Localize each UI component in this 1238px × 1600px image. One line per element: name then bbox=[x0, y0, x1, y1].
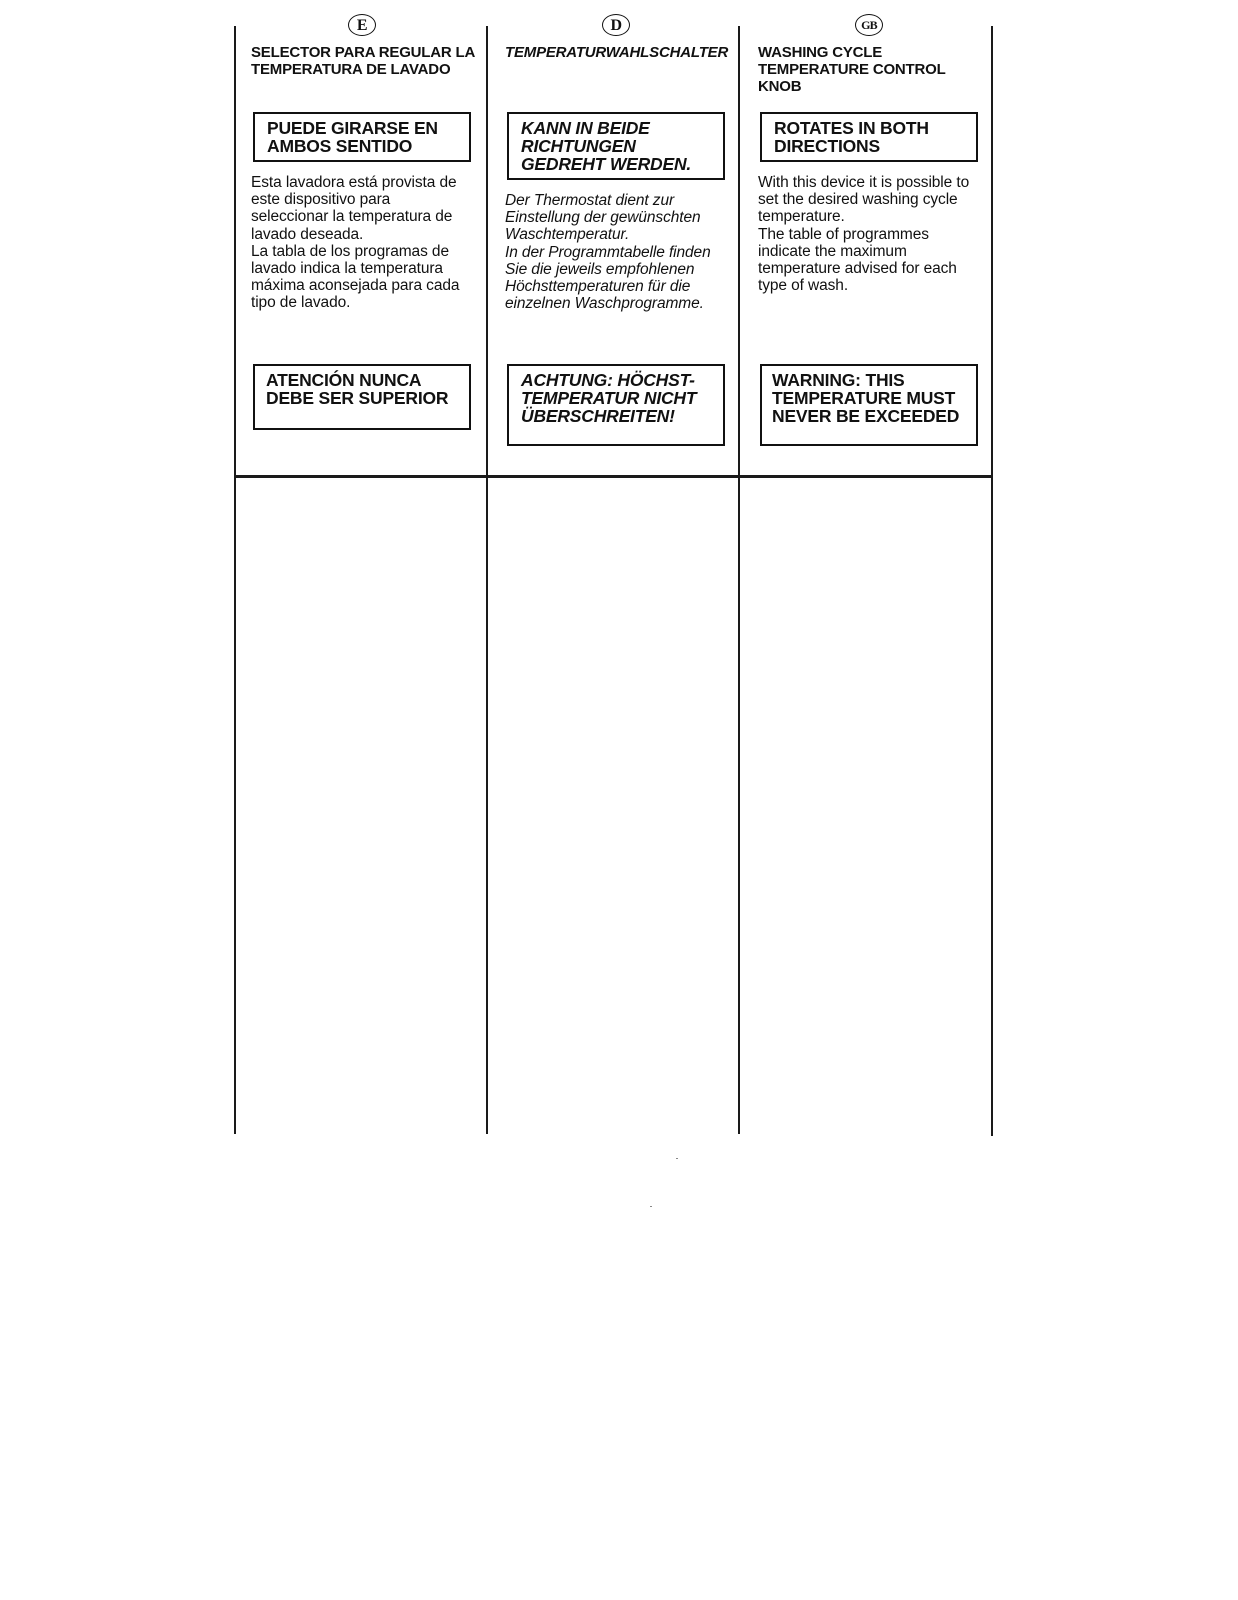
language-badge-e: E bbox=[348, 14, 376, 36]
column-rule-center-left bbox=[486, 26, 488, 1134]
info-box-rotation-en: ROTATES IN BOTH DIRECTIONS bbox=[760, 112, 978, 162]
info-box-rotation-de: KANN IN BEIDE RICHTUNGEN GEDREHT WERDEN. bbox=[507, 112, 725, 180]
warning-box-de: ACHTUNG: HÖCHST-TEMPERATUR NICHT ÜBERSCHREITEN! bbox=[507, 364, 725, 446]
body-text-en: With this device it is possible to set the desired washing cycle temperature. The table of programmes indicate the maximum temperature advised for each type of wash. bbox=[758, 174, 970, 295]
section-title-es: SELECTOR PARA REGULAR LA TEMPERATURA DE LAVADO bbox=[251, 44, 475, 78]
info-box-rotation-es: PUEDE GIRARSE EN AMBOS SENTIDO bbox=[253, 112, 471, 162]
column-rule-right bbox=[991, 26, 993, 1136]
scan-speck bbox=[676, 1158, 678, 1159]
column-english bbox=[758, 14, 980, 426]
language-badge-gb: GB bbox=[855, 14, 883, 36]
section-divider bbox=[235, 475, 993, 478]
scan-speck bbox=[650, 1206, 652, 1207]
column-german bbox=[505, 14, 729, 426]
section-title-en: WASHING CYCLE TEMPERATURE CONTROL KNOB bbox=[758, 44, 946, 95]
warning-box-es: ATENCIÓN NUNCA DEBE SER SUPERIOR bbox=[253, 364, 471, 430]
body-text-de: Der Thermostat dient zur Einstellung der gewünschten Waschtemperatur. In der Programmtabelle finden Sie die jeweils empfohlenen Höchsttemperaturen für die einzelnen Waschprogramme. bbox=[505, 192, 711, 313]
section-title-de: TEMPERATURWAHLSCHALTER bbox=[505, 44, 729, 61]
column-spanish bbox=[251, 14, 475, 408]
column-rule-center-right bbox=[738, 26, 740, 1134]
language-badge-d: D bbox=[602, 14, 630, 36]
body-text-es: Esta lavadora está provista de este dispositivo para seleccionar la temperatura de lavado deseada. La tabla de los programas de lavado indica la temperatura máxima aconsejada para cada tipo de lavado. bbox=[251, 174, 460, 312]
warning-box-en: WARNING: THIS TEMPERATURE MUST NEVER BE EXCEEDED bbox=[760, 364, 978, 446]
column-rule-left bbox=[234, 26, 236, 1134]
